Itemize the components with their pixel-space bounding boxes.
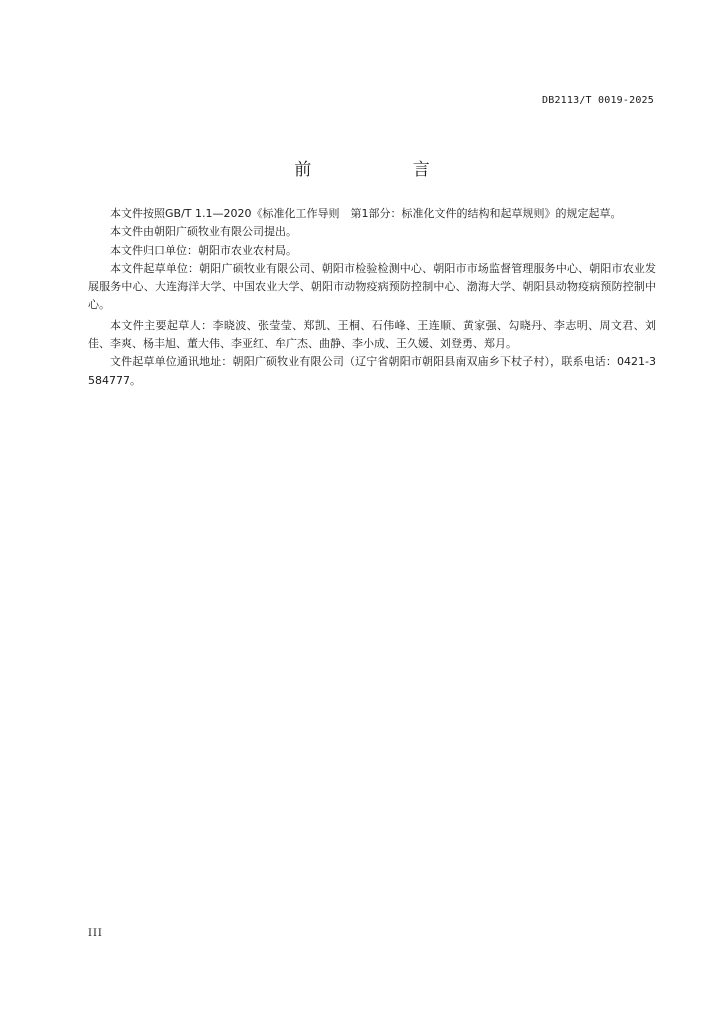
page-title: 前 言 (294, 160, 478, 180)
paragraph-drafting-units: 本文件起草单位：朝阳广硕牧业有限公司、朝阳市检验检测中心、朝阳市市场监督管理服务中心、朝阳市农业发展服务中心、大连海洋大学、中国农业大学、朝阳市动物疫病预防控制中心、渤海大学、朝阳县动物疫病预防控制中心。 (88, 261, 656, 312)
paragraph-drafting-basis: 本文件按照GB/T 1.1—2020《标准化工作导则 第1部分：标准化文件的结构和起草规则》的规定起草。 (110, 207, 622, 220)
foreword-body (88, 205, 656, 390)
document-code: DB2113/T 0019-2025 (542, 95, 654, 106)
paragraph-contact-address: 文件起草单位通讯地址：朝阳广硕牧业有限公司（辽宁省朝阳市朝阳县南双庙乡下杖子村），联系电话：0421-3584777。 (88, 355, 656, 387)
page-number: III (88, 928, 103, 939)
paragraph-main-drafters: 本文件主要起草人：李晓波、张莹莹、郑凯、王桐、石伟峰、王连顺、黄家强、勾晓丹、李志明、周文君、刘佳、李爽、杨丰旭、董大伟、李亚红、牟广杰、曲静、李小成、王久媛、刘登勇、郑月。 (88, 318, 656, 351)
paragraph-centralized-unit: 本文件归口单位：朝阳市农业农村局。 (110, 243, 297, 257)
paragraph-proposer: 本文件由朝阳广硕牧业有限公司提出。 (110, 225, 297, 239)
